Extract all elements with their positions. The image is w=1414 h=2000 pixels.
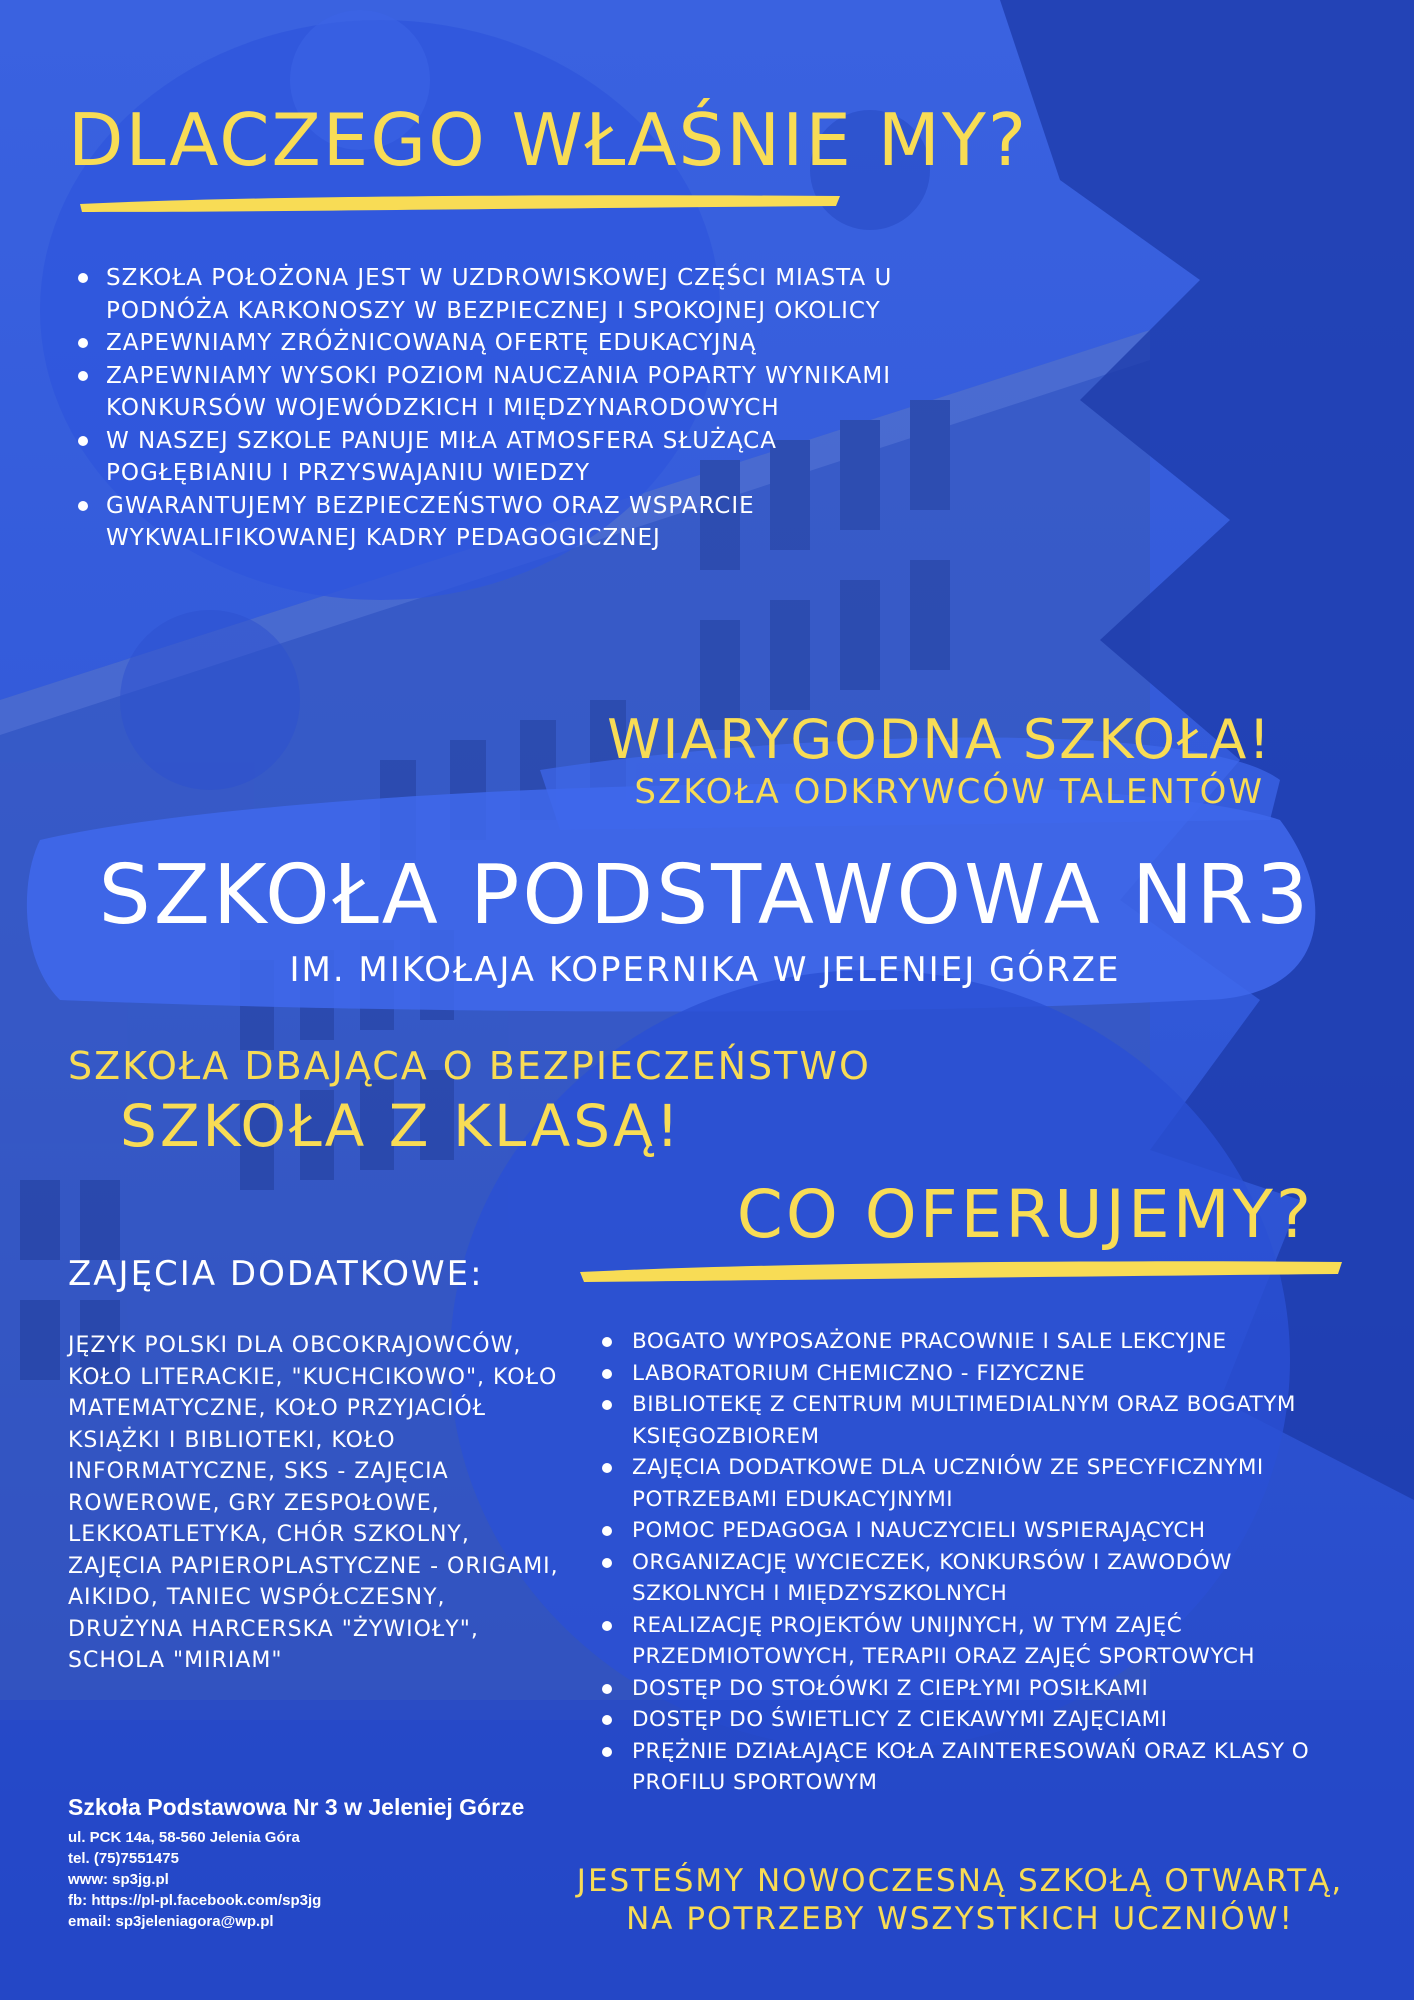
- list-item: DOSTĘP DO ŚWIETLICY Z CIEKAWYMI ZAJĘCIAMI: [596, 1704, 1356, 1736]
- contact-facebook: fb: https://pl-pl.facebook.com/sp3jg: [68, 1892, 322, 1909]
- tagline-safety: SZKOŁA DBAJĄCA O BEZPIECZEŃSTWO: [68, 1044, 871, 1088]
- list-item: DOSTĘP DO STOŁÓWKI Z CIEPŁYMI POSIŁKAMI: [596, 1673, 1356, 1705]
- contact-website: www: sp3jg.pl: [68, 1871, 169, 1888]
- school-name: SZKOŁA PODSTAWOWA NR3: [98, 848, 1312, 943]
- offer-title: CO OFERUJEMY?: [736, 1176, 1314, 1253]
- list-item: ZAPEWNIAMY WYSOKI POZIOM NAUCZANIA POPARTY WYNIKAMI KONKURSÓW WOJEWÓDZKICH I MIĘDZYNARODOWYCH: [72, 360, 942, 425]
- contact-school-name: Szkoła Podstawowa Nr 3 w Jeleniej Górze: [68, 1794, 525, 1820]
- closing-line-1: JESTEŚMY NOWOCZESNĄ SZKOŁĄ OTWARTĄ,: [576, 1863, 1344, 1899]
- why-us-list: [72, 262, 942, 555]
- contact-block: [68, 1794, 524, 1932]
- list-item: W NASZEJ SZKOLE PANUJE MIŁA ATMOSFERA SŁUŻĄCA POGŁĘBIANIU I PRZYSWAJANIU WIEDZY: [72, 425, 942, 490]
- tagline-talent-discoverers: SZKOŁA ODKRYWCÓW TALENTÓW: [634, 772, 1264, 812]
- list-item: ORGANIZACJĘ WYCIECZEK, KONKURSÓW I ZAWODÓW SZKOLNYCH I MIĘDZYSZKOLNYCH: [596, 1547, 1356, 1610]
- contact-phone: tel. (75)7551475: [68, 1850, 179, 1867]
- school-patron: IM. MIKOŁAJA KOPERNIKA W JELENIEJ GÓRZE: [289, 950, 1121, 990]
- list-item: BOGATO WYPOSAŻONE PRACOWNIE I SALE LEKCYJNE: [596, 1326, 1356, 1358]
- tagline-with-class: SZKOŁA Z KLASĄ!: [120, 1092, 683, 1160]
- list-item: POMOC PEDAGOGA I NAUCZYCIELI WSPIERAJĄCYCH: [596, 1515, 1356, 1547]
- list-item: SZKOŁA POŁOŻONA JEST W UZDROWISKOWEJ CZĘŚCI MIASTA U PODNÓŻA KARKONOSZY W BEZPIECZNEJ I SPOKOJNEJ OKOLICY: [72, 262, 942, 327]
- list-item: BIBLIOTEKĘ Z CENTRUM MULTIMEDIALNYM ORAZ BOGATYM KSIĘGOZBIOREM: [596, 1389, 1356, 1452]
- offer-list: [596, 1326, 1356, 1799]
- list-item: ZAJĘCIA DODATKOWE DLA UCZNIÓW ZE SPECYFICZNYMI POTRZEBAMI EDUKACYJNYMI: [596, 1452, 1356, 1515]
- contact-email: email: sp3jeleniagora@wp.pl: [68, 1913, 274, 1930]
- list-item: LABORATORIUM CHEMICZNO - FIZYCZNE: [596, 1358, 1356, 1390]
- tagline-credible-school: WIARYGODNA SZKOŁA!: [607, 708, 1272, 771]
- list-item: ZAPEWNIAMY ZRÓŻNICOWANĄ OFERTĘ EDUKACYJNĄ: [72, 327, 942, 360]
- contact-address: ul. PCK 14a, 58-560 Jelenia Góra: [68, 1829, 300, 1846]
- list-item: PRĘŻNIE DZIAŁAJĄCE KOŁA ZAINTERESOWAŃ ORAZ KLASY O PROFILU SPORTOWYM: [596, 1736, 1356, 1799]
- closing-slogan: [560, 1862, 1360, 1938]
- closing-line-2: NA POTRZEBY WSZYSTKICH UCZNIÓW!: [626, 1901, 1294, 1937]
- why-us-title: DLACZEGO WŁAŚNIE MY?: [68, 98, 1029, 182]
- extra-activities-text: JĘZYK POLSKI DLA OBCOKRAJOWCÓW, KOŁO LITERACKIE, "KUCHCIKOWO", KOŁO MATEMATYCZNE, KOŁO PRZYJACIÓŁ KSIĄŻKI I BIBLIOTEKI, KOŁO INFORMATYCZNE, SKS - ZAJĘCIA ROWEROWE, GRY ZESPOŁOWE, LEKKOATLETYKA, CHÓR SZKOLNY, ZAJĘCIA PAPIEROPLASTYCZNE - ORIGAMI, AIKIDO, TANIEC WSPÓŁCZESNY, DRUŻYNA HARCERSKA "ŻYWIOŁY", SCHOLA "MIRIAM": [68, 1333, 559, 1673]
- extra-activities-title: ZAJĘCIA DODATKOWE:: [68, 1254, 484, 1294]
- list-item: GWARANTUJEMY BEZPIECZEŃSTWO ORAZ WSPARCIE WYKWALIFIKOWANEJ KADRY PEDAGOGICZNEJ: [72, 490, 942, 555]
- list-item: REALIZACJĘ PROJEKTÓW UNIJNYCH, W TYM ZAJĘĆ PRZEDMIOTOWYCH, TERAPII ORAZ ZAJĘĆ SPORTOWYCH: [596, 1610, 1356, 1673]
